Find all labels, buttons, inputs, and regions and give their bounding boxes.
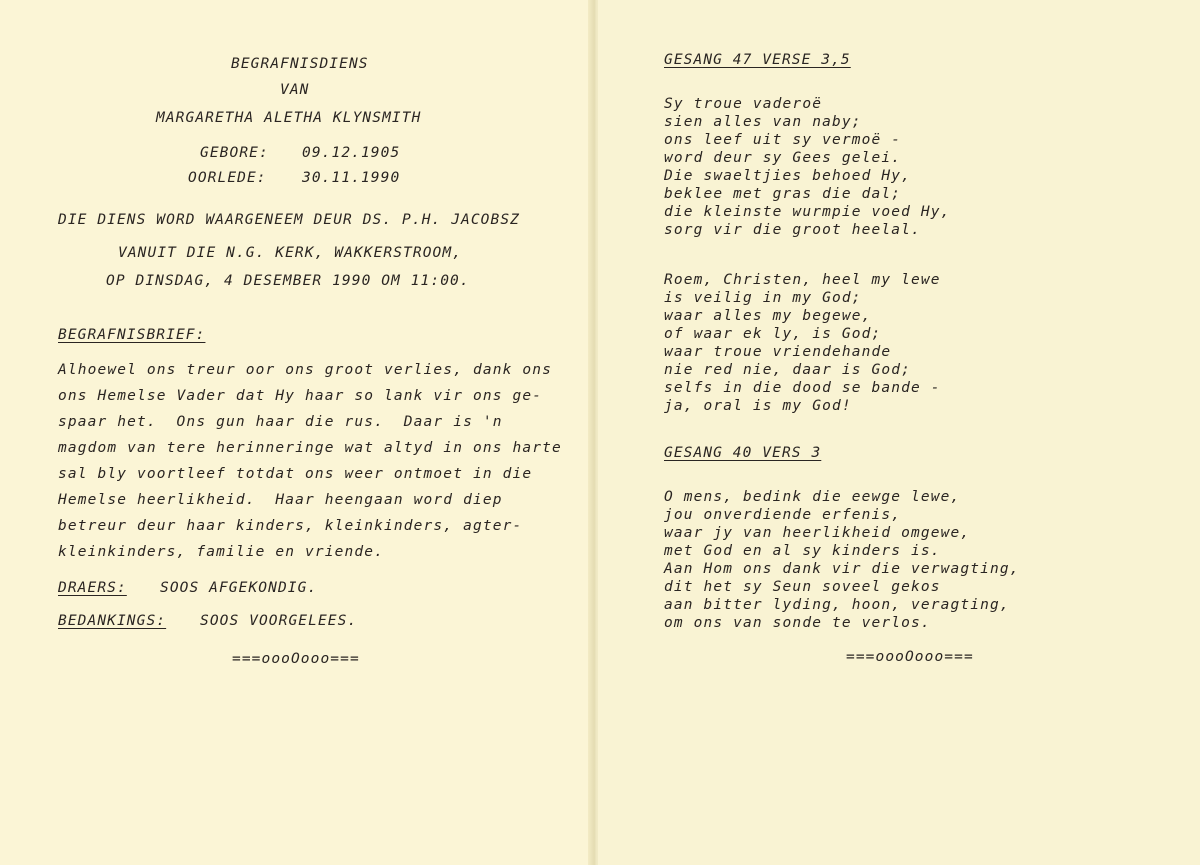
hymn-line: sien alles van naby; [664, 114, 862, 130]
hymn-line: waar alles my begewe, [664, 308, 872, 324]
letter-line: sal bly voortleef totdat ons weer ontmoet in die [58, 466, 533, 482]
letter-line: magdom van tere herinneringe wat altyd in ons harte [58, 440, 562, 456]
hymn-line: sorg vir die groot heelal. [664, 222, 921, 238]
pallbearers-value: SOOS AFGEKONDIG. [160, 580, 318, 596]
died-label: OORLEDE: [188, 170, 267, 186]
letter-line: spaar het. Ons gun haar die rus. Daar is 'n [58, 414, 503, 430]
letter-line: Alhoewel ons treur oor ons groot verlies, dank ons [58, 362, 552, 378]
letter-heading: BEGRAFNISBRIEF: [58, 327, 206, 343]
right-page [598, 0, 1200, 865]
left-page [0, 0, 592, 865]
hymn-line: nie red nie, daar is God; [664, 362, 911, 378]
thanks-label: BEDANKINGS: [58, 613, 167, 629]
hymn-line: jou onverdiende erfenis, [664, 507, 902, 523]
hymn-line: die kleinste wurmpie voed Hy, [664, 204, 951, 220]
deceased-name: MARGARETHA ALETHA KLYNSMITH [156, 110, 422, 126]
hymn-line: Sy troue vaderoë [664, 96, 823, 112]
service-officiant-line: DIE DIENS WORD WAARGENEEM DEUR DS. P.H. JACOBSZ [58, 212, 520, 228]
hymn-line: of waar ek ly, is God; [664, 326, 882, 342]
hymn-line: waar troue vriendehande [664, 344, 892, 360]
left-divider: ===oooOooo=== [232, 651, 360, 667]
hymn2-heading: GESANG 40 VERS 3 [664, 445, 822, 461]
hymn-line: ja, oral is my God! [664, 398, 852, 414]
hymn-line: Aan Hom ons dank vir die verwagting, [664, 561, 1020, 577]
letter-line: betreur deur haar kinders, kleinkinders, agter- [58, 518, 523, 534]
died-date: 30.11.1990 [302, 170, 401, 186]
born-label: GEBORE: [200, 145, 269, 161]
hymn-line: Die swaeltjies behoed Hy, [664, 168, 911, 184]
letter-line: kleinkinders, familie en vriende. [58, 544, 385, 560]
hymn-line: word deur sy Gees gelei. [664, 150, 902, 166]
letter-line: Hemelse heerlikheid. Haar heengaan word diep [58, 492, 503, 508]
hymn-line: beklee met gras die dal; [664, 186, 902, 202]
hymn1-heading: GESANG 47 VERSE 3,5 [664, 52, 851, 68]
hymn-line: is veilig in my God; [664, 290, 862, 306]
program-title: BEGRAFNISDIENS [231, 56, 369, 72]
hymn-line: selfs in die dood se bande - [664, 380, 941, 396]
service-date-line: OP DINSDAG, 4 DESEMBER 1990 OM 11:00. [106, 273, 470, 289]
van-word: VAN [280, 82, 310, 98]
hymn-line: O mens, bedink die eewge lewe, [664, 489, 961, 505]
hymn-line: ons leef uit sy vermoë - [664, 132, 902, 148]
born-date: 09.12.1905 [302, 145, 401, 161]
pallbearers-label: DRAERS: [58, 580, 127, 596]
hymn-line: waar jy van heerlikheid omgewe, [664, 525, 971, 541]
letter-line: ons Hemelse Vader dat Hy haar so lank vir ons ge- [58, 388, 543, 404]
service-church-line: VANUIT DIE N.G. KERK, WAKKERSTROOM, [118, 245, 463, 261]
right-divider: ===oooOooo=== [846, 649, 974, 665]
hymn-line: aan bitter lyding, hoon, veragting, [664, 597, 1010, 613]
hymn-line: om ons van sonde te verlos. [664, 615, 931, 631]
hymn-line: dit het sy Seun soveel gekos [664, 579, 941, 595]
hymn-line: Roem, Christen, heel my lewe [664, 272, 941, 288]
hymn-line: met God en al sy kinders is. [664, 543, 941, 559]
thanks-value: SOOS VOORGELEES. [200, 613, 358, 629]
